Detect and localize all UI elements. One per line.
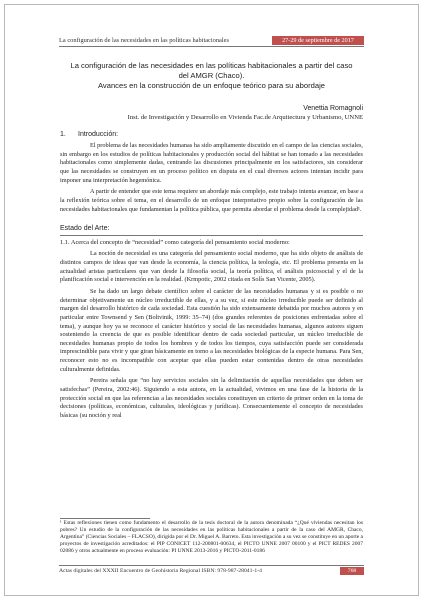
header-rule [59,46,364,47]
subsection-heading: 1.1. Acerca del concepto de “necesidad” como categoría del pensamiento social moderno: [60,239,290,247]
paragraph: A partir de entender que este tema requiere un abordaje más complejo, este trabajo intenta avanzar, en base a la reflexión teórica sobre el tema, en el desarrollo de un enfoque interpretativo propio sobre la configuración de las necesidades habitacionales que fundamentan la política pública, que permita abordar el problema desde la complejidad¹. [60,188,363,213]
footnote-rule [60,518,150,519]
author-name: Venettia Romagnoli [303,105,363,112]
running-title: La configuración de las necesidades en las políticas habitacionales [59,37,229,44]
footer-citation: Actas digitales del XXXII Encuentro de Geohistoria Regional ISBN: 978-987-28041-1-4 [59,568,262,574]
running-header [59,36,364,45]
footnote: ¹ Estas reflexiones tienen como fundamento el desarrollo de la tesis doctoral de la autora denominada “¿Qué viviendas necesitan los pobres? Un estudio de la configuración de las necesidades en las políticas habitacionales a partir de la caso del AMGR, Chaco, Argentina” (Ciencias Sociales – FLACSO), dirigida por el Dr. Miguel A. Barreto. Esta investigación a su vez se constituye en un aporte a proyectos de investigación acreditados: el PIP CONICET 112-200801-00634, el PICTO UNNE 2007 00100 y el PICT REDES 2007 02086 y otros actualmente en proceso evaluación: PI UNNE 2013-2016 y PICTO-2011-0186 [60,520,363,555]
section-heading-estado-del-arte: Estado del Arte: [60,225,110,233]
author-affiliation: Inst. de Investigación y Desarrollo en Vivienda Fac.de Arquitectura y Urbanismo, UNNE [127,114,363,121]
title-line: La configuración de las necesidades en las políticas habitacionales a partir del caso [70,61,353,70]
section-title: Introducción: [78,131,119,138]
paragraph: Se ha dado un largo debate científico sobre el carácter de las necesidades humanas y si es posible o no determinar objetivamente un núcleo irreductible de ellas, y a su vez, si este núcleo irreducible puede ser definido al margen del desarrollo histórico de cada sociedad. Esta cuestión ha sido extensamente debatida por muchos autores y en particular entre Townsend y Sen (Boltvinik, 1999: 35–74) (dos grandes referentes de posiciones enfrentadas sobre el tema), y aunque hoy ya se reconoce el carácter histórico y social de las necesidades humanas, algunos autores siguen sosteniendo la creencia de que es posible identificar dentro de cada sociedad particular, un núcleo irreducible de necesidades humanas propio de todos los hombres y de todos los tiempos, cuya satisfacción puede ser considerada imprescindible para vivir y que giran básicamente en torno a las necesidades biológicas de la especie humana. Para Sen, reconocer esto no es incompatible con aceptar que ellas pueden estar contenidas dentro de otras necesidades culturalmente definidas. [60,287,363,373]
paper-title [60,61,363,91]
section-rule [60,235,363,236]
date-badge: 27-29 de septiembre de 2017 [272,36,364,45]
article-body [60,55,363,421]
section-heading-introduction [60,130,363,139]
paragraph: El problema de las necesidades humanas ha sido ampliamente discutido en el campo de las ciencias sociales, sin embargo en los estudios de políticas habitacionales y producción social del hábitat se han tomado a las necesidades habitacionales como simplemente dadas, centrando las discusiones principalmente en los satisfactores, sin considerar que las necesidades se construyen en un proceso político en disputa en el cual diversos actores intentan incidir para imponer una interpretación hegemónica. [60,142,363,184]
title-subtitle-line: Avances en la construcción de un enfoque teórico para su abordaje [98,81,325,90]
section-number: 1. [60,131,66,138]
paragraph: Pereira señala que “no hay servicios sociales sin la delimitación de aquellas necesidades que deben ser satisfechas” (Pereira, 2002:46). Siguiendo a esta autora, en la actualidad, vivimos en una fase de la historia de la protección social en que las referencias a las necesidades sociales constituyen un criterio de primer orden en la toma de decisiones (políticas, económicas, culturales, ideológicas y jurídicas). Consecuentemente el concepto de necesidades básicas (su noción y real [60,377,363,420]
paragraph: La noción de necesidad es una categoría del pensamiento social moderno, que ha sido objeto de análisis de distintos campos de ideas que van desde la economía, la ciencia política, la teología, etc. El problema presenta en la actualidad aristas particulares que van desde la filosofía social, la teoría política, el análisis psicosocial y el de la planificación social e intervención en la realidad. (Krmpotic, 2002 citada en Solís San Vicente, 2005). [60,250,363,284]
title-line: del AMGR (Chaco). [178,71,245,80]
footer-rule [59,565,364,566]
page-number: 768 [340,567,364,575]
